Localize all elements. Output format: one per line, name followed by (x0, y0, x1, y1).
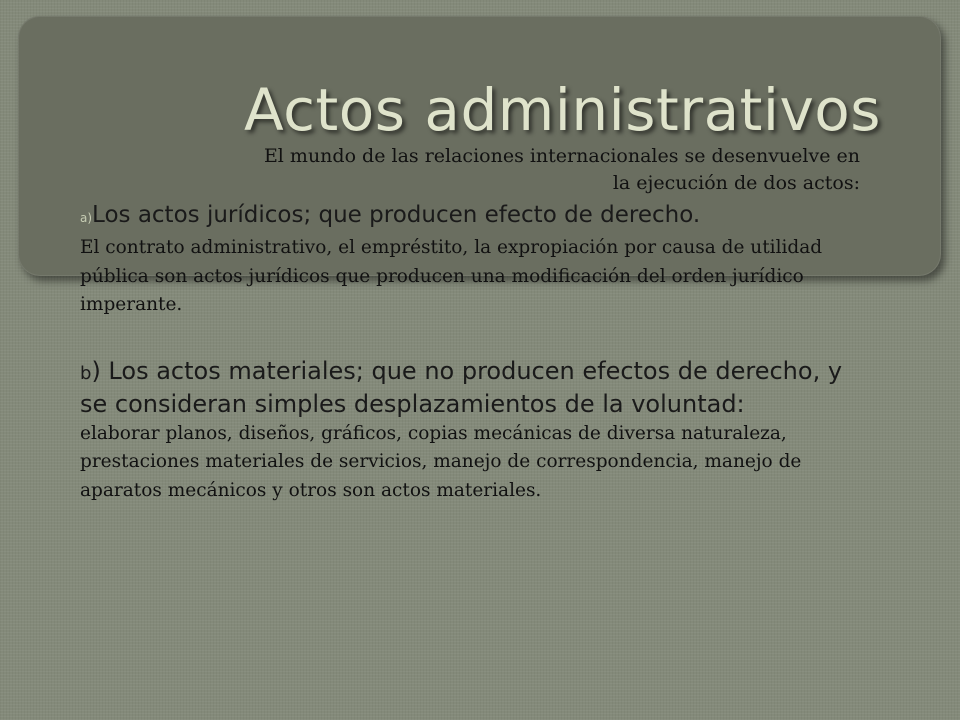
item-b-body: elaborar planos, diseños, gráficos, copias mecánicas de diversa naturaleza, prestaciones materiales de servicios, manejo de correspondencia, manejo de aparatos mecánicos y otros son actos materiales. (80, 422, 802, 501)
slide-title: Actos administrativos (244, 76, 882, 144)
item-a-heading: Los actos jurídicos; que producen efecto de derecho. (92, 202, 701, 228)
intro-text (80, 143, 860, 197)
item-b-heading: ) Los actos materiales; que no producen efectos de derecho, y se consideran simples desplazamientos de la voluntad: (80, 356, 843, 418)
item-b-marker: b (80, 362, 92, 384)
intro-line-2: la ejecución de dos actos: (612, 172, 860, 194)
item-a-heading-paragraph (80, 200, 870, 234)
item-a-body: El contrato administrativo, el empréstito, la expropiación por causa de utilidad pública son actos jurídicos que producen una modificación del orden jurídico imperante. (80, 237, 823, 315)
item-b-heading-paragraph (80, 356, 870, 420)
intro-line-1: El mundo de las relaciones internacionales se desenvuelve en (263, 145, 860, 167)
item-a-marker: a) (80, 211, 93, 225)
slide-content (80, 200, 870, 505)
spacer (80, 320, 870, 356)
